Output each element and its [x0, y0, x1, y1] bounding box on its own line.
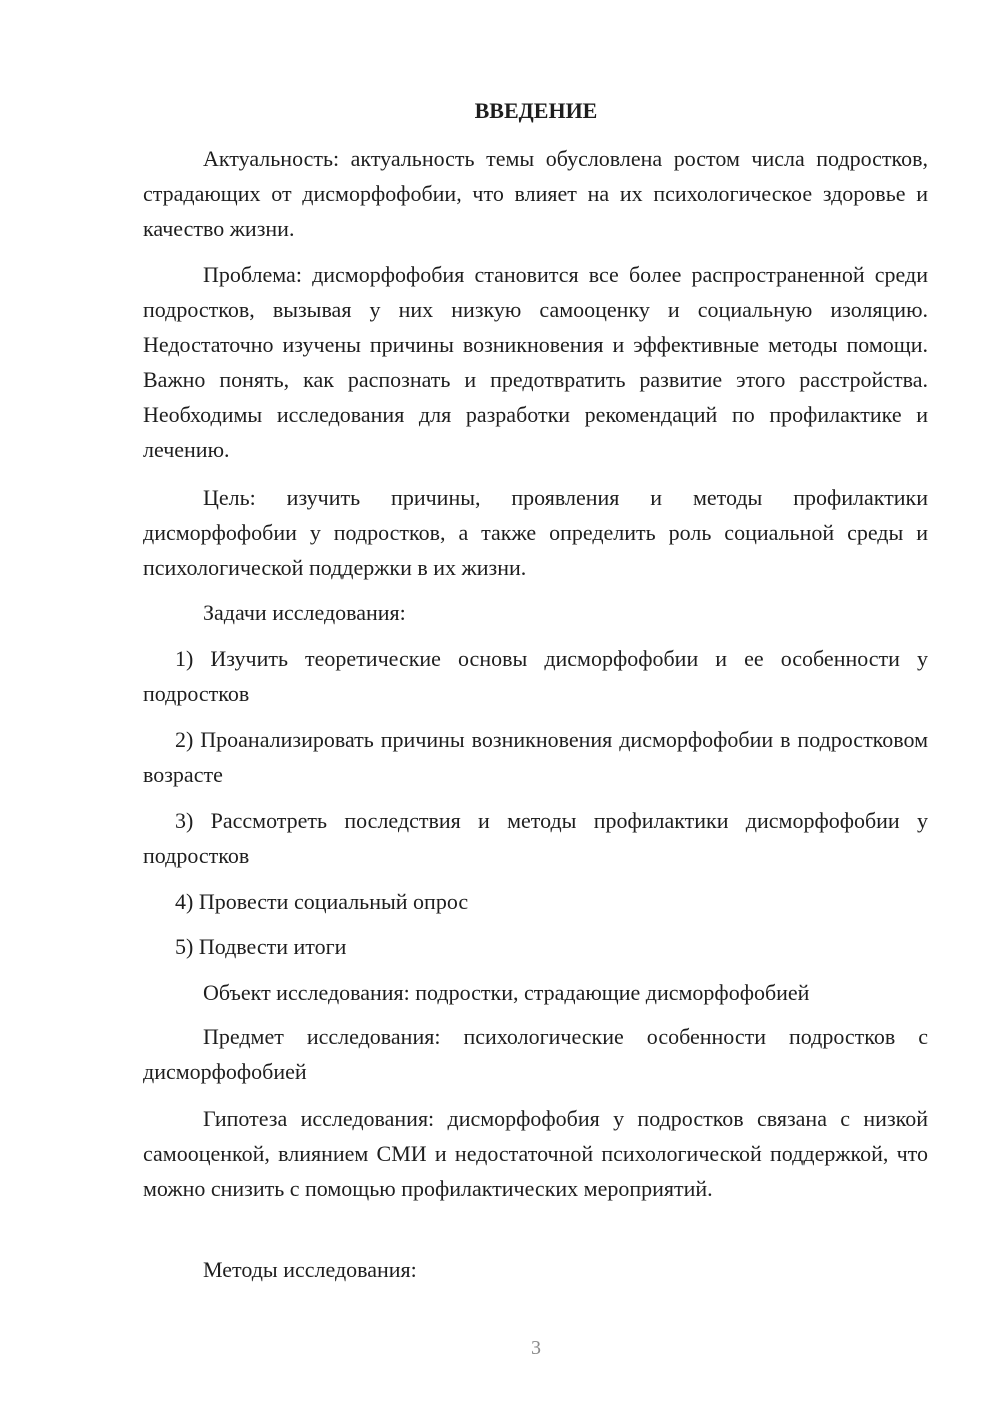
task-item-3: 3) Рассмотреть последствия и методы профилактики дисморфофобии у подростков: [143, 808, 928, 868]
subject-paragraph: Предмет исследования: психологические особенности подростков с дисморфофобией: [143, 1024, 928, 1084]
goal-paragraph: Цель: изучить причины, проявления и методы профилактики дисморфофобии у подростков, а также определить роль социальной среды и психологической поддержки в их жизни.: [143, 485, 928, 580]
hypothesis-paragraph: Гипотеза исследования: дисморфофобия у подростков связана с низкой самооценкой, влиянием СМИ и недостаточной психологической поддержкой, что можно снизить с помощью профилактических мероприятий.: [143, 1106, 928, 1201]
object-paragraph: Объект исследования: подростки, страдающие дисморфофобией: [203, 980, 810, 1005]
task-item-2: 2) Проанализировать причины возникновения дисморфофобии в подростковом возрасте: [143, 727, 928, 787]
page-number: 3: [531, 1337, 541, 1359]
methods-heading: Методы исследования:: [203, 1257, 417, 1282]
page-title: ВВЕДЕНИЕ: [474, 98, 598, 123]
problem-paragraph: Проблема: дисморфофобия становится все более распространенной среди подростков, вызывая у них низкую самооценку и социальную изоляцию. Недостаточно изучены причины возникновения и эффективные методы помощи. Важно понять, как распознать и предотвратить развитие этого расстройства. Необходимы исследования для разработки рекомендаций по профилактике и лечению.: [143, 262, 928, 462]
task-item-4: 4) Провести социальный опрос: [175, 889, 469, 914]
task-item-5: 5) Подвести итоги: [175, 934, 347, 959]
tasks-heading: Задачи исследования:: [203, 600, 406, 625]
relevance-paragraph: Актуальность: актуальность темы обусловлена ростом числа подростков, страдающих от дисморфофобии, что влияет на их психологическое здоровье и качество жизни.: [143, 146, 928, 241]
task-item-1: 1) Изучить теоретические основы дисморфофобии и ее особенности у подростков: [143, 646, 928, 706]
